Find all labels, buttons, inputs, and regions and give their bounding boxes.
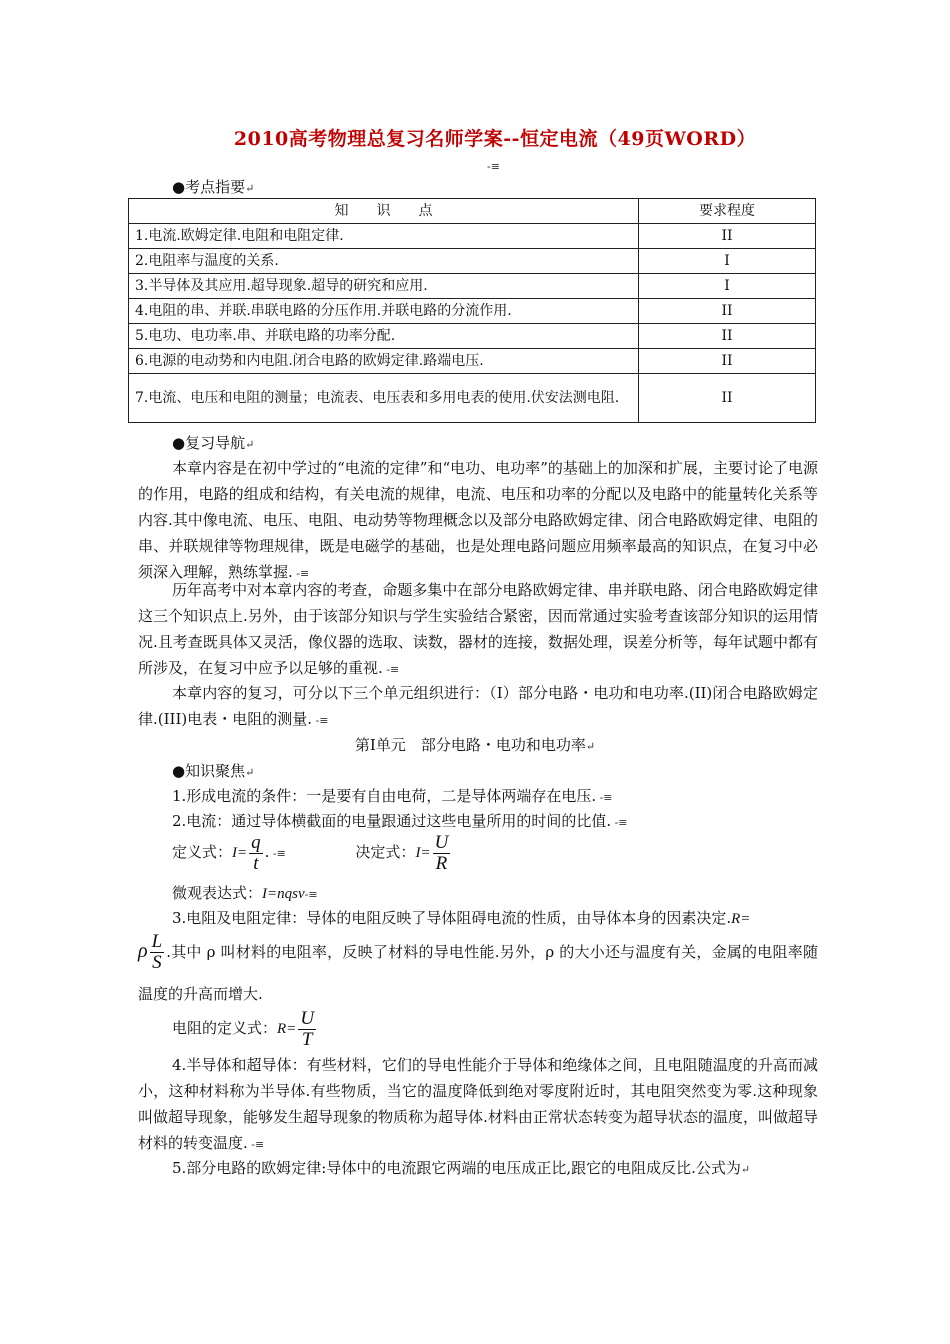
formula-decide: I= $\frac{U}{R}$	[415, 832, 449, 875]
table-cell-item: 5.电功、电功率.串、并联电路的功率分配.	[129, 324, 639, 349]
table-cell-item: 3.半导体及其应用.超导现象.超导的研究和应用.	[129, 274, 639, 299]
knowledge-item-2: 2.电流：通过导体横截面的电量跟通过这些电量所用的时间的比值. -≡	[172, 812, 628, 830]
nav-paragraph-1: 本章内容是在初中学过的“电流的定律”和“电功、电功率”的基础上的加深和扩展，主要讨论了电源的作用，电路的组成和结构，有关电流的规律，电流、电压和功率的分配以及电路中的能量转化关系等内容.其中像电流、电压、电阻、电动势等物理概念以及部分电路欧姆定律、闭合电路欧姆定律、电阻的串、并联规律等物理规律，既是电磁学的基础，也是处理电路问题应用频率最高的知识点，在复习中必须深入理解，熟练掌握. -≡	[138, 459, 818, 581]
paragraph-mark-icon: -≡	[596, 791, 613, 804]
paragraph-mark-icon: -≡	[312, 714, 329, 727]
section-heading-text: ●复习导航	[172, 434, 246, 452]
header-knowledge-point: 知 识 点	[129, 199, 639, 224]
paragraph-mark-icon: -≡	[269, 847, 286, 860]
paragraph-mark-icon: -≡	[247, 1138, 265, 1151]
knowledge-item-1: 1.形成电流的条件：一是要有自由电荷，二是导体两端存在电压. -≡	[172, 787, 613, 805]
current-formulas: 定义式：I= $\frac{q}{t}$ . -≡ 决定式：I= $\frac{U}{R}$	[172, 830, 452, 876]
paragraph-mark-icon: -≡	[304, 888, 318, 901]
table-header-row	[129, 199, 816, 224]
section-heading-text: ●考点指要	[172, 178, 246, 196]
knowledge-item-4: 4.半导体和超导体：有些材料，它们的导电性能介于导体和绝缘体之间，且电阻随温度的升高而减小，这种材料称为半导体.有些物质，当它的温度降低到绝对零度附近时，其电阻突然变为零.这种现象叫做超导现象，能够发生超导现象的物质称为超导体.材料由正常状态转变为超导状态的温度，叫做超导材料的转变温度. -≡	[138, 1056, 818, 1152]
table-cell-level: II	[639, 299, 816, 324]
table-row	[129, 324, 816, 349]
table-row	[129, 249, 816, 274]
formula-resistance: R= $\frac{U}{T}$	[277, 1008, 315, 1051]
micro-expression: 微观表达式：I=nqsv-≡	[172, 884, 318, 902]
paragraph-mark-icon: -≡	[292, 567, 310, 580]
table-cell-level: I	[639, 274, 816, 299]
section-heading-text: ●知识聚焦	[172, 762, 246, 780]
header-requirement-level: 要求程度	[639, 199, 816, 224]
nav-paragraph-2: 历年高考中对本章内容的考查，命题多集中在部分电路欧姆定律、串并联电路、闭合电路欧姆定律这三个知识点上.另外，由于该部分知识与学生实验结合紧密，因而常通过实验考查该部分知识的运用情况.且考查既具体又灵活，像仪器的选取、读数，器材的连接，数据处理，误差分析等，每年试题中都有所涉及，在复习中应予以足够的重视. -≡	[138, 581, 818, 677]
resistance-definition: 电阻的定义式：R= $\frac{U}{T}$	[172, 1006, 318, 1051]
table-cell-level: II	[639, 349, 816, 374]
table-cell-level: II	[639, 324, 816, 349]
paragraph-mark-icon: -≡	[382, 663, 400, 676]
return-mark-icon: ↵	[245, 438, 255, 451]
formula-def: I= $\frac{q}{t}$	[232, 832, 261, 875]
knowledge-item-3-cont: ρ $\frac{L}{S}$ .其中 ρ 叫材料的电阻率，反映了材料的导电性能.另外，ρ 的大小还与温度有关，金属的电阻率随温度的升高而增大.	[138, 930, 818, 1003]
knowledge-item-3-line: 3.电阻及电阻定律：导体的电阻反映了导体阻碍电流的性质，由导体本身的因素决定.R=	[172, 909, 751, 927]
table-cell-level: II	[639, 224, 816, 249]
table-cell-level: I	[639, 249, 816, 274]
knowledge-item-5: 5.部分电路的欧姆定律:导体中的电流跟它两端的电压成正比,跟它的电阻成反比.公式为↵	[172, 1159, 751, 1177]
return-mark-icon: ↵	[245, 182, 255, 195]
table-cell-item: 7.电流、电压和电阻的测量；电流表、电压表和多用电表的使用.伏安法测电阻.	[129, 374, 639, 423]
table-cell-level: II	[639, 374, 816, 423]
table-row	[129, 274, 816, 299]
return-mark-icon: ↵	[740, 1163, 751, 1176]
knowledge-points-table	[128, 198, 816, 423]
table-cell-item: 1.电流.欧姆定律.电阻和电阻定律.	[129, 224, 639, 249]
formula-resistivity: ρ $\frac{L}{S}$	[138, 930, 163, 973]
return-mark-icon: ↵	[585, 740, 596, 753]
nav-paragraph-3: 本章内容的复习，可分以下三个单元组织进行：（I）部分电路・电功和电功率.(II)闭合电路欧姆定律.(III)电表・电阻的测量. -≡	[138, 684, 818, 728]
table-row	[129, 349, 816, 374]
document-title: 2010高考物理总复习名师学案--恒定电流（49页WORD）	[233, 128, 757, 150]
table-row	[129, 374, 816, 423]
section-heading-knowledge	[172, 760, 254, 781]
section-heading-nav	[172, 432, 254, 453]
table-cell-item: 4.电阻的串、并联.串联电路的分压作用.并联电路的分流作用.	[129, 299, 639, 324]
paragraph-mark-icon: -≡	[611, 816, 628, 829]
paragraph-mark: -≡	[487, 160, 500, 173]
return-mark-icon: ↵	[245, 766, 255, 779]
table-row	[129, 299, 816, 324]
section-heading-points	[172, 176, 254, 197]
table-cell-item: 6.电源的电动势和内电阻.闭合电路的欧姆定律.路端电压.	[129, 349, 639, 374]
unit-title: 第I单元 部分电路・电功和电功率↵	[354, 736, 596, 754]
table-cell-item: 2.电阻率与温度的关系.	[129, 249, 639, 274]
table-row	[129, 224, 816, 249]
